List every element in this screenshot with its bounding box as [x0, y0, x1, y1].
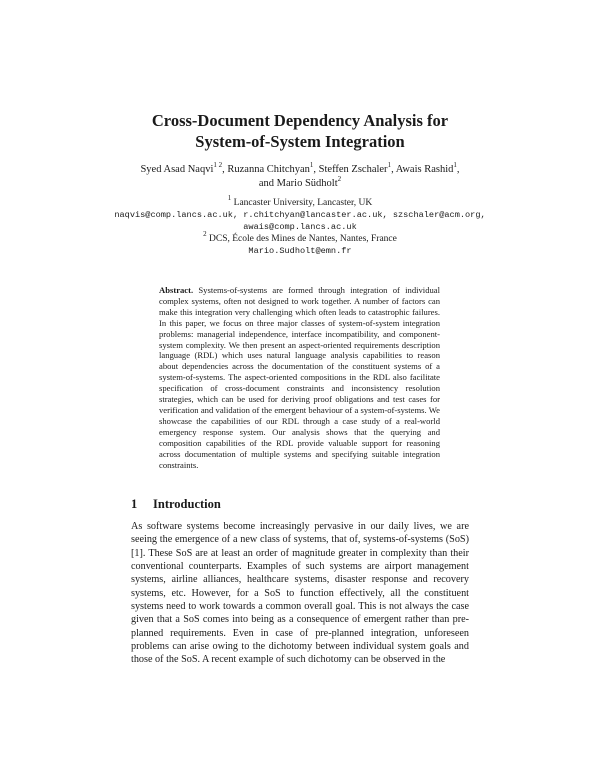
author-name: Awais Rashid	[395, 164, 454, 175]
abstract	[159, 285, 440, 470]
author-name: Ruzanna Chitchyan	[227, 164, 310, 175]
section-number: 1	[131, 497, 138, 511]
abstract-text: Systems-of-systems are formed through integration of individual complex systems, often not designed to work together. A number of factors can make this integration very challenging which often leads to catastrophic failures. In this paper, we focus on three major classes of system-of-system integration problems: managerial independence, interface incompatibility, and component-system complexity. We then present an aspect-oriented requirements description language (RDL) which uses natural language analysis capabilities to reason about dependencies across the documentation of the constituent systems of a system-of-systems. The aspect-oriented compositions in the RDL also facilitate specification of cross-document constraints and inconsistency resolution strategies, which can be used for deriving proof obligations and test cases for verification and validation of the emergent behaviour of a system-of-systems. We showcase the capabilities of our RDL through a case study of a real-world emergency response system. Our analysis shows that the querying and composition capabilities of the RDL provide valuable support for reasoning across documentation of multiple systems and specifying suitable integration constraints.	[159, 285, 440, 470]
affiliation-1-emails: naqvis@comp.lancs.ac.uk, r.chitchyan@lancaster.ac.uk, szschaler@acm.org,	[114, 210, 486, 220]
author-list	[110, 160, 490, 191]
affiliations	[110, 193, 490, 257]
author-affil-mark: 1	[309, 160, 314, 169]
affil-mark: 2	[203, 229, 207, 238]
author-separator: ,	[222, 164, 228, 175]
author-name: Steffen Zschaler	[318, 164, 388, 175]
abstract-label: Abstract.	[159, 285, 194, 295]
author-separator: ,	[313, 164, 319, 175]
author-separator: ,	[456, 164, 460, 175]
affil-mark: 1	[227, 193, 232, 202]
author-affil-mark: 1 2	[213, 160, 223, 169]
author-line-2	[110, 174, 490, 191]
author-affil-mark: 1	[453, 160, 457, 169]
affiliation-1	[110, 193, 490, 209]
author-name: Mario Südholt	[276, 178, 338, 189]
author-line-1	[110, 160, 490, 177]
affiliation-1-emails-cont: awais@comp.lancs.ac.uk	[243, 222, 357, 232]
title-line-2: System-of-System Integration	[195, 132, 405, 151]
affiliation-2	[110, 229, 490, 245]
author-separator: ,	[391, 164, 396, 175]
author-name: Syed Asad Naqvi	[140, 164, 214, 175]
section-title: Introduction	[153, 497, 221, 511]
affiliation-name: DCS, École des Mines de Nantes, Nantes, France	[209, 234, 397, 244]
author-affil-mark: 2	[337, 174, 342, 183]
body-paragraph: As software systems become increasingly pervasive in our daily lives, we are seeing the emergence of a new class of systems, that of, systems-of-systems (SoS) [1]. These SoS are at least an order of magnitude greater in complexity than their conventional counterparts. Examples of such systems are airport management systems, airline alliances, healthcare systems, disaster response and recovery systems, etc. However, for a SoS to function effectively, all the constituent systems need to work towards a common overall goal. This is not always the case given that a SoS comes into being as a consequence of emergent rather than pre-planned requirements. Even in case of pre-planned integration, unforeseen problems can arise owing to the dichotomy between individual system goals and those of the SoS. A recent example of such dichotomy can be observed in the	[131, 521, 469, 666]
affiliation-2-email: Mario.Sudholt@emn.fr	[248, 246, 352, 256]
author-affil-mark: 1	[387, 160, 392, 169]
section-heading	[131, 497, 221, 512]
affiliation-name: Lancaster University, Lancaster, UK	[233, 198, 373, 208]
author-conjunction: and	[258, 178, 277, 189]
paper-title	[100, 110, 500, 152]
title-line-1: Cross-Document Dependency Analysis for	[151, 111, 449, 130]
